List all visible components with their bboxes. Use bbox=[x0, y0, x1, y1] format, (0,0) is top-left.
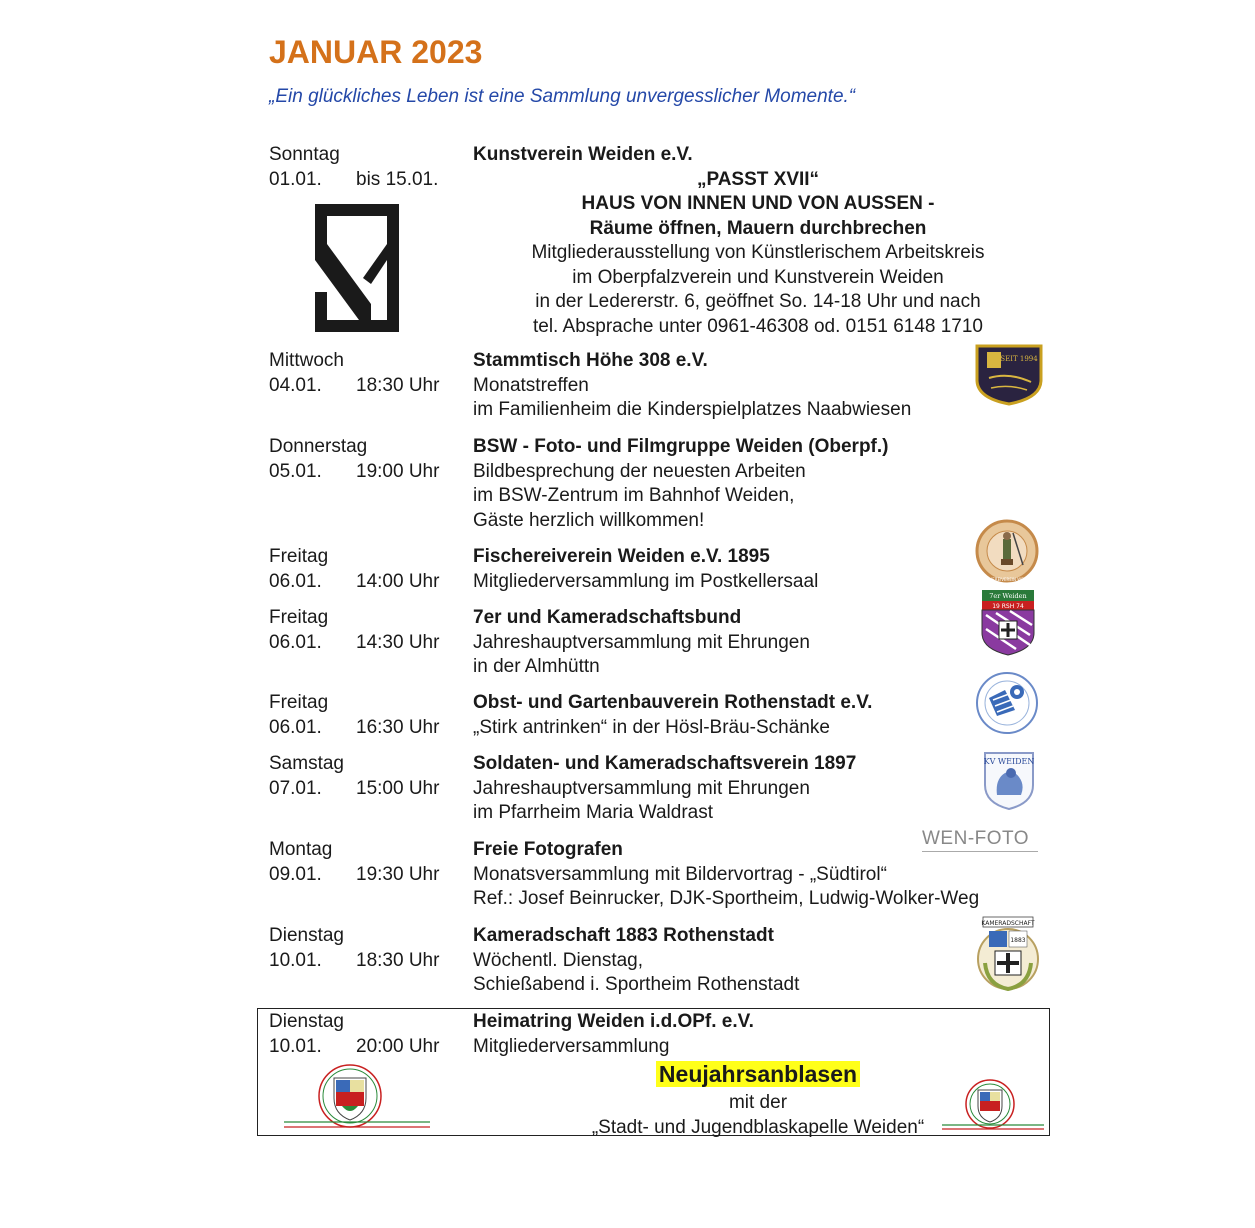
event-time: bis 15.01. bbox=[356, 168, 439, 190]
event-detail: Ref.: Josef Beinrucker, DJK-Sportheim, Ludwig-Wolker-Weg bbox=[473, 888, 980, 909]
event-detail: Monatsversammlung mit Bildervortrag - „Südtirol“ bbox=[473, 863, 887, 885]
k1883-logo-num: 1883 bbox=[1010, 937, 1026, 944]
event-detail: in der Almhüttn bbox=[473, 656, 600, 677]
event-organizer: BSW - Foto- und Filmgruppe Weiden (Oberpf.) bbox=[473, 436, 889, 457]
event-date: 05.01. bbox=[269, 460, 322, 482]
kunstverein-logo bbox=[313, 204, 401, 332]
event-time: 20:00 Uhr bbox=[356, 1035, 440, 1057]
event-date: 10.01. bbox=[269, 1035, 322, 1057]
event-day: Freitag bbox=[269, 546, 329, 567]
event-date: 04.01. bbox=[269, 374, 322, 396]
wenfoto-logo bbox=[922, 829, 1042, 859]
event-detail: Mitgliederversammlung im Postkellersaal bbox=[473, 570, 819, 592]
event-detail: Gäste herzlich willkommen! bbox=[473, 509, 705, 531]
kv-weiden-logo bbox=[981, 749, 1037, 811]
event-time: 15:00 Uhr bbox=[356, 777, 440, 799]
event-date: 10.01. bbox=[269, 949, 322, 971]
event-day: Mittwoch bbox=[269, 350, 344, 371]
event-organizer: Stammtisch Höhe 308 e.V. bbox=[473, 350, 708, 371]
event-title: „PASST XVII“ bbox=[696, 168, 820, 190]
event-date: 09.01. bbox=[269, 863, 322, 885]
event-day: Freitag bbox=[269, 607, 329, 628]
event-detail: „Stirk antrinken“ in der Hösl-Bräu-Schänke bbox=[473, 716, 830, 738]
event-organizer: Kunstverein Weiden e.V. bbox=[473, 144, 693, 165]
event-detail: Mitgliederausstellung von Künstlerischem Arbeitskreis bbox=[531, 242, 985, 263]
event-subtitle: Räume öffnen, Mauern durchbrechen bbox=[589, 217, 927, 239]
highlight-neujahrsanblasen: Neujahrsanblasen bbox=[656, 1061, 860, 1087]
stammtisch-logo bbox=[973, 342, 1045, 406]
event-detail: im BSW-Zentrum im Bahnhof Weiden, bbox=[473, 485, 795, 506]
heimatring-logo-left bbox=[284, 1062, 432, 1134]
event-day: Freitag bbox=[269, 692, 329, 713]
fischerei-logo-text: FISCHEREIVEREIN WEIDEN bbox=[980, 577, 1034, 582]
event-day: Samstag bbox=[269, 753, 344, 774]
event-time: 14:30 Uhr bbox=[356, 631, 440, 653]
event-day: Dienstag bbox=[269, 1011, 344, 1032]
stammtisch-logo-text: SEIT 1994 bbox=[1000, 355, 1038, 363]
kv-weiden-logo-text: KV WEIDEN bbox=[983, 757, 1035, 766]
7er-logo bbox=[980, 589, 1036, 657]
event-subtitle: HAUS VON INNEN UND VON AUSSEN - bbox=[581, 193, 935, 214]
event-detail: in der Ledererstr. 6, geöffnet So. 14-18 Uhr und nach bbox=[535, 291, 981, 312]
k1883-logo-top: KAMERADSCHAFT bbox=[981, 920, 1035, 927]
fischerei-logo bbox=[975, 519, 1039, 583]
event-organizer: Obst- und Gartenbauverein Rothenstadt e.V. bbox=[473, 692, 873, 713]
motto-quote: „Ein glückliches Leben ist eine Sammlung unvergesslicher Momente.“ bbox=[269, 86, 856, 107]
event-detail: Jahreshauptversammlung mit Ehrungen bbox=[473, 777, 810, 799]
kameradschaft-1883-logo bbox=[975, 915, 1041, 991]
event-date: 07.01. bbox=[269, 777, 322, 799]
event-detail: mit der bbox=[728, 1092, 788, 1113]
event-detail: Monatstreffen bbox=[473, 374, 589, 396]
event-detail: im Oberpfalzverein und Kunstverein Weiden bbox=[572, 266, 944, 288]
event-date: 06.01. bbox=[269, 631, 322, 653]
event-detail: Schießabend i. Sportheim Rothenstadt bbox=[473, 974, 800, 995]
event-organizer: Kameradschaft 1883 Rothenstadt bbox=[473, 925, 774, 946]
event-time: 19:00 Uhr bbox=[356, 460, 440, 482]
event-date: 06.01. bbox=[269, 570, 322, 592]
event-organizer: 7er und Kameradschaftsbund bbox=[473, 607, 742, 628]
7er-logo-top: 7er Weiden bbox=[989, 592, 1027, 600]
event-time: 18:30 Uhr bbox=[356, 949, 440, 971]
event-day: Donnerstag bbox=[269, 436, 368, 457]
event-detail: im Pfarrheim Maria Waldrast bbox=[473, 802, 714, 823]
event-detail: Jahreshauptversammlung mit Ehrungen bbox=[473, 631, 810, 653]
event-organizer: Fischereiverein Weiden e.V. 1895 bbox=[473, 546, 770, 567]
event-organizer: Freie Fotografen bbox=[473, 839, 623, 860]
event-detail: tel. Absprache unter 0961-46308 od. 0151 6148 1710 bbox=[532, 315, 984, 337]
event-date: 06.01. bbox=[269, 716, 322, 738]
event-detail: Mitgliederversammlung bbox=[473, 1035, 670, 1057]
event-detail: im Familienheim die Kinderspielplatzes Naabwiesen bbox=[473, 399, 912, 420]
event-date: 01.01. bbox=[269, 168, 322, 190]
event-day: Montag bbox=[269, 839, 333, 860]
event-day: Sonntag bbox=[269, 144, 340, 165]
wenfoto-logo-text: WEN-FOTO bbox=[922, 828, 1030, 849]
event-time: 16:30 Uhr bbox=[356, 716, 440, 738]
gartenbau-logo bbox=[975, 670, 1039, 736]
event-time: 19:30 Uhr bbox=[356, 863, 440, 885]
event-detail: „Stadt- und Jugendblaskapelle Weiden“ bbox=[591, 1116, 925, 1138]
event-organizer: Soldaten- und Kameradschaftsverein 1897 bbox=[473, 753, 857, 774]
event-detail: Bildbesprechung der neuesten Arbeiten bbox=[473, 460, 806, 482]
event-day: Dienstag bbox=[269, 925, 344, 946]
7er-logo-mid: 19 RSH 74 bbox=[992, 603, 1024, 610]
event-time: 18:30 Uhr bbox=[356, 374, 440, 396]
heimatring-logo-right bbox=[940, 1078, 1044, 1134]
event-organizer: Heimatring Weiden i.d.OPf. e.V. bbox=[473, 1011, 754, 1032]
page-title: JANUAR 2023 bbox=[269, 34, 483, 70]
event-detail: Wöchentl. Dienstag, bbox=[473, 949, 644, 971]
event-time: 14:00 Uhr bbox=[356, 570, 440, 592]
